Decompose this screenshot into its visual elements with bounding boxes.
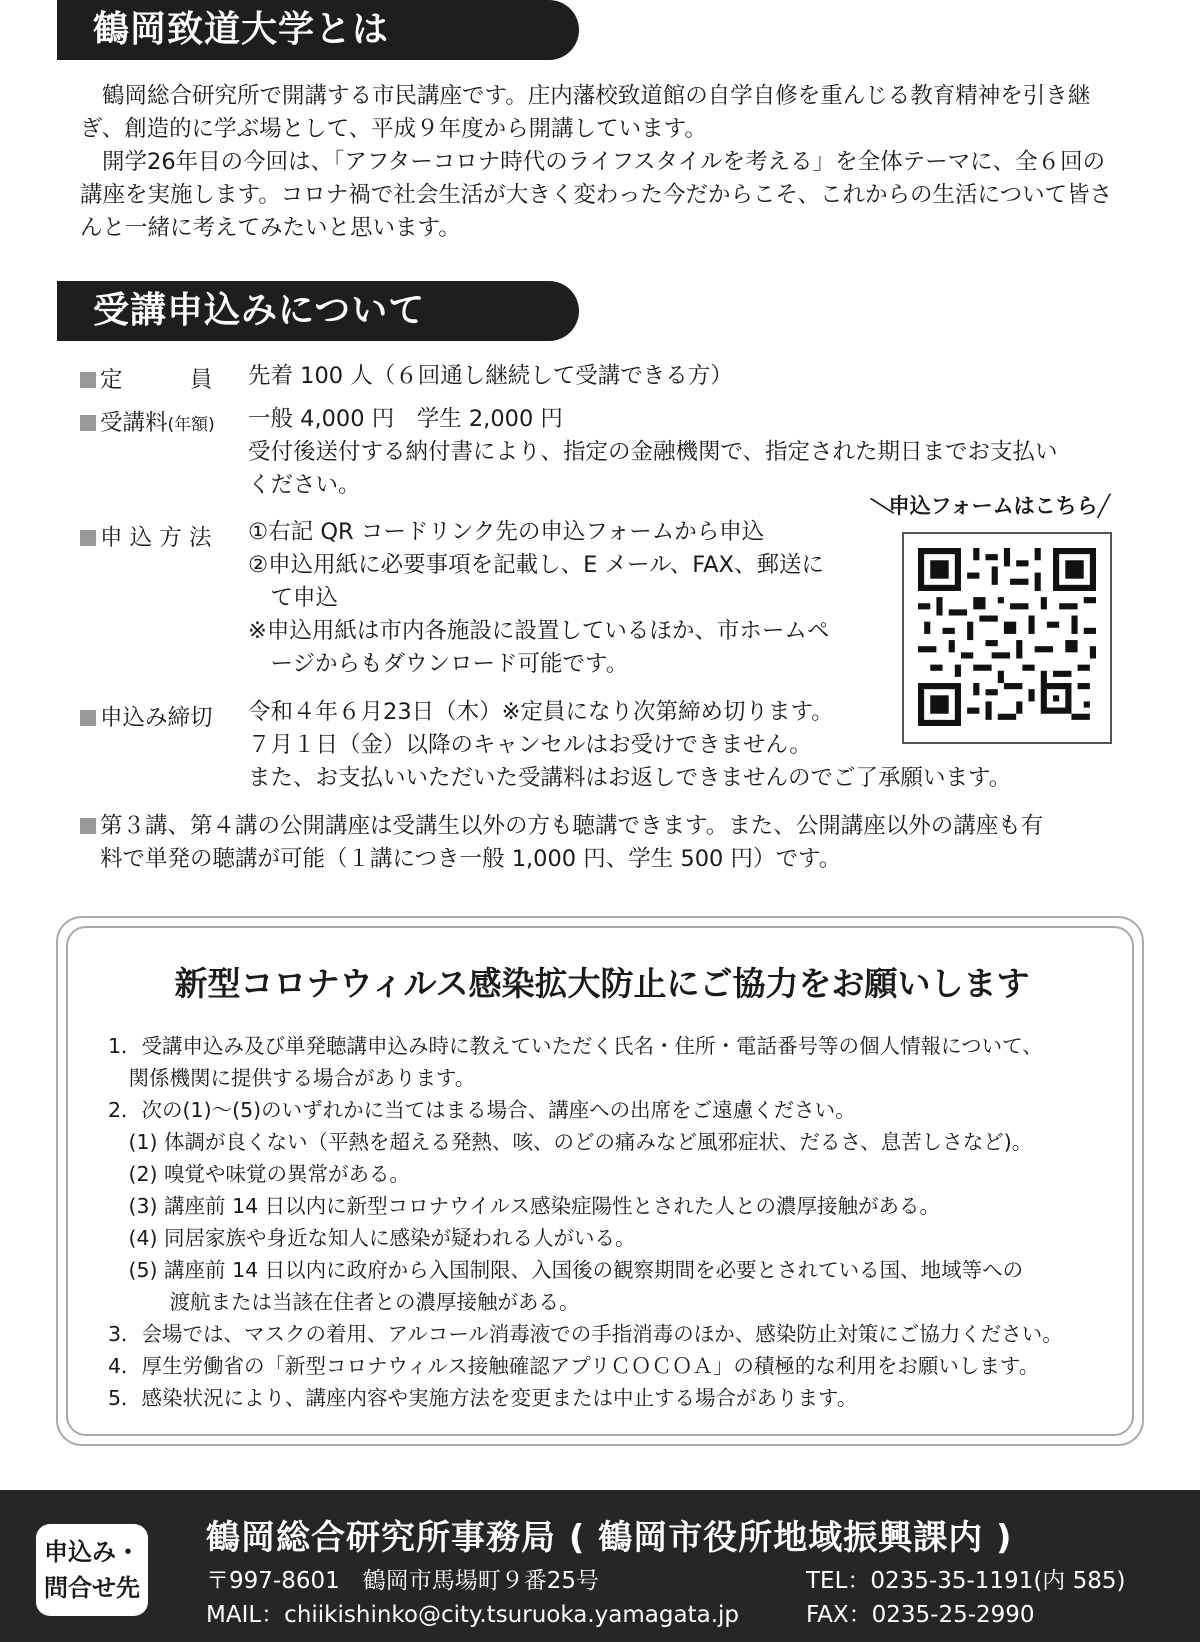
notice-line: (3) 講座前 14 日以内に新型コロナウイルス感染症陽性とされた人との濃厚接触がある。 bbox=[108, 1194, 940, 1218]
qr-code-icon bbox=[918, 548, 1096, 726]
accent-mark-right-icon: ╱ bbox=[1097, 494, 1111, 518]
fee-label: 受講料(年額) bbox=[80, 405, 215, 437]
about-paragraph-1: 鶴岡総合研究所で開講する市民講座です。庄内藩校致道館の自学自修を重んじる教育精神を引き継ぎ、創造的に学ぶ場として、平成９年度から開講しています。 bbox=[80, 83, 1091, 142]
bullet-square-icon bbox=[80, 530, 96, 546]
notice-line: 3．会場では、マスクの着用、アルコール消毒液での手指消毒のほか、感染防止対策にご協力ください。 bbox=[108, 1322, 1063, 1346]
notice-line: 関係機関に提供する場合があります。 bbox=[108, 1066, 476, 1090]
notice-line: 渡航または当該在住者との濃厚接触がある。 bbox=[108, 1290, 580, 1314]
notice-line: (4) 同居家族や身近な知人に感染が疑われる人がいる。 bbox=[108, 1226, 636, 1250]
bullet-square-icon bbox=[80, 372, 96, 388]
notice-line: (1) 体調が良くない（平熱を超える発熱、咳、のどの痛みなど風邪症状、だるさ、息苦しさなど)。 bbox=[108, 1130, 1033, 1154]
fee-value: 一般 4,000 円 学生 2,000 円 受付後送付する納付書により、指定の金融機関で、指定された期日までお支払い ください。 bbox=[248, 406, 1058, 498]
capacity-label: 定 員 bbox=[80, 362, 213, 394]
notice-line: (5) 講座前 14 日以内に政府から入国制限、入国後の観察期間を必要とされている国、地域等への bbox=[108, 1258, 1024, 1282]
about-heading: 鶴岡致道大学とは bbox=[57, 0, 579, 60]
covid-notice-box bbox=[56, 916, 1144, 1446]
notice-line: (2) 嗅覚や味覚の異常がある。 bbox=[108, 1162, 411, 1186]
open-lecture-note: 第３講、第４講の公開講座は受講生以外の方も聴講できます。また、公開講座以外の講座も有 料で単発の聴講が可能（１講につき一般 1,000 円、学生 500 円）です。 bbox=[80, 810, 1130, 876]
notice-line: 1．受講申込み及び単発聴講申込み時に教えていただく氏名・住所・電話番号等の個人情報について、 bbox=[108, 1034, 1043, 1058]
qr-caption: ╲申込フォームはこちら╱ bbox=[870, 492, 1111, 520]
office-phone: TEL：0235-35-1191(内 585) bbox=[806, 1568, 1126, 1594]
office-name: 鶴岡総合研究所事務局 ( 鶴岡市役所地域振興課内 ) bbox=[206, 1518, 1013, 1558]
covid-notice-list bbox=[108, 1030, 1118, 1414]
capacity-value: 先着 100 人（６回通し継続して受講できる方） bbox=[248, 363, 733, 389]
bullet-square-icon bbox=[80, 710, 96, 726]
notice-line: 4．厚生労働省の「新型コロナウィルス接触確認アプリＣＯＣＯＡ」の積極的な利用をお願いします。 bbox=[108, 1354, 1040, 1378]
covid-notice-title: 新型コロナウィルス感染拡大防止にご協力をお願いします bbox=[174, 964, 1030, 1003]
office-fax: FAX：0235-25-2990 bbox=[806, 1602, 1035, 1628]
office-email-link[interactable]: MAIL：chiikishinko@city.tsuruoka.yamagata.jp bbox=[206, 1602, 739, 1628]
notice-line: 5．感染状況により、講座内容や実施方法を変更または中止する場合があります。 bbox=[108, 1386, 858, 1410]
accent-mark-left-icon: ╲ bbox=[870, 492, 894, 520]
about-paragraph-2: 開学26年目の今回は、「アフターコロナ時代のライフスタイルを考える」を全体テーマに、全６回の講座を実施します。コロナ禍で社会生活が大きく変わった今だからこそ、これからの生活について皆さんと一緒に考えてみたいと思います。 bbox=[80, 149, 1113, 241]
notice-line: 2．次の(1)～(5)のいずれかに当てはまる場合、講座への出席をご遠慮ください。 bbox=[108, 1098, 856, 1122]
application-heading: 受講申込みについて bbox=[57, 281, 579, 341]
contact-badge: 申込み・ 問合せ先 bbox=[36, 1524, 148, 1616]
contact-footer bbox=[0, 1490, 1200, 1642]
about-intro bbox=[80, 80, 1125, 245]
deadline-label: 申込み締切 bbox=[80, 700, 213, 732]
method-value: ①右記 QR コードリンク先の申込フォームから申込 ②申込用紙に必要事項を記載し、E メール、FAX、郵送に て申込 ※申込用紙は市内各施設に設置しているほか、市ホームペ ージからもダウンロード可能です。 bbox=[248, 519, 830, 677]
method-label: 申 込 方 法 bbox=[80, 520, 211, 552]
deadline-value: 令和４年６月23日（木）※定員になり次第締め切ります。 ７月１日（金）以降のキャンセルはお受けできません。 また、お支払いいただいた受講料はお返しできませんのでご了承願います。 bbox=[248, 699, 1012, 791]
qr-code[interactable] bbox=[902, 532, 1112, 744]
office-address: 〒997-8601 鶴岡市馬場町９番25号 bbox=[206, 1568, 599, 1594]
bullet-square-icon bbox=[80, 818, 96, 834]
bullet-square-icon bbox=[80, 415, 96, 431]
